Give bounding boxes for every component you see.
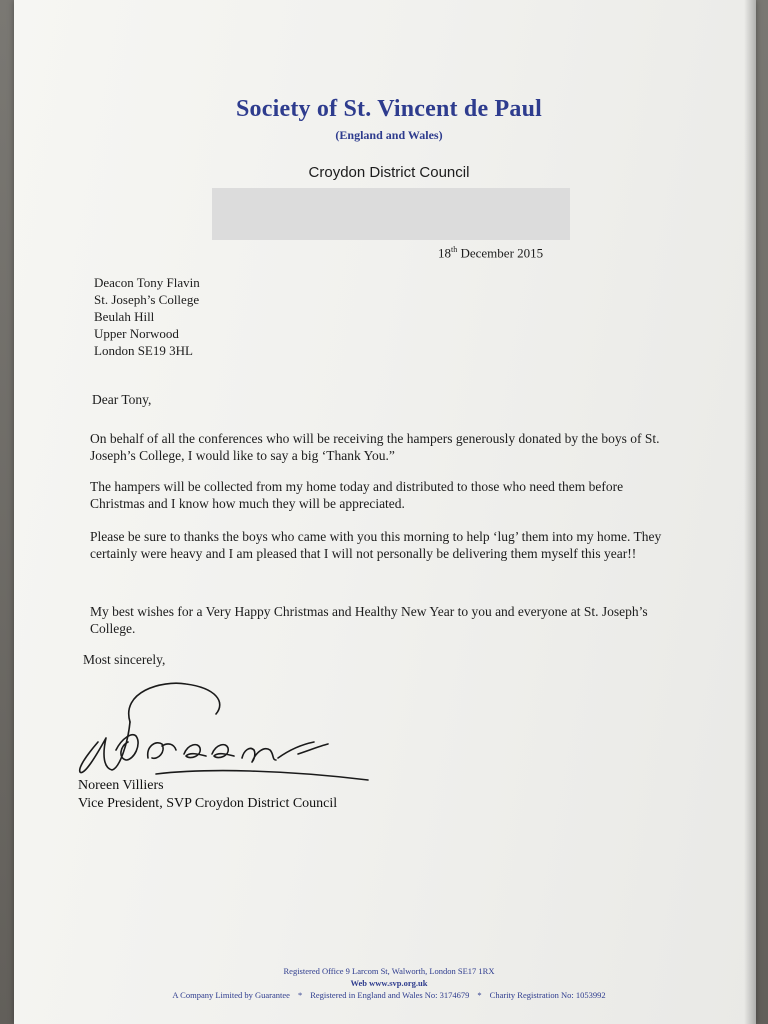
- date-day: 18: [438, 245, 451, 261]
- address-line: London SE19 3HL: [94, 343, 193, 358]
- footer-company: A Company Limited by Guarantee: [172, 990, 290, 1000]
- footer-separator: *: [297, 990, 303, 1000]
- organization-region: (England and Wales): [335, 128, 443, 142]
- footer-separator: *: [477, 990, 482, 1000]
- footer-charity: Charity Registration No: 1053992: [489, 990, 606, 1000]
- handwritten-signature: [66, 672, 376, 790]
- date-suffix: th: [451, 245, 458, 254]
- signer-name: Noreen Villiers: [78, 778, 164, 793]
- footer-registered: Registered in England and Wales No: 3174679: [310, 990, 470, 1000]
- footer-registered-office: Registered Office 9 Larcom St, Walworth, London SE17 1RX: [283, 966, 495, 976]
- footer-registration: [0, 990, 768, 1000]
- redacted-block: [212, 188, 570, 240]
- body-paragraph: On behalf of all the conferences who will be receiving the hampers generously donated by the boys of St. Joseph’s College, I would like to say a big ‘Thank You.”: [90, 431, 660, 463]
- closing: Most sincerely,: [83, 652, 166, 667]
- signer-title: Vice President, SVP Croydon District Council: [78, 796, 338, 811]
- organization-name: Society of St. Vincent de Paul: [236, 96, 542, 122]
- letter-date: [438, 245, 543, 261]
- body-paragraph: Please be sure to thanks the boys who came with you this morning to help ‘lug’ them into my home. They certainly were heavy and I am pleased that I will not personally be delivering them myself this year!!: [90, 529, 662, 561]
- page-edge-shadow: [744, 0, 756, 1024]
- body-paragraph: The hampers will be collected from my home today and distributed to those who need them before Christmas and I know how much they will be appreciated.: [90, 479, 624, 511]
- letter-page: [14, 0, 756, 1024]
- address-line: Upper Norwood: [94, 326, 179, 341]
- salutation: Dear Tony,: [92, 392, 152, 407]
- address-line: Deacon Tony Flavin: [94, 275, 200, 290]
- address-line: St. Joseph’s College: [94, 292, 200, 307]
- address-line: Beulah Hill: [94, 309, 155, 324]
- date-month-year: December 2015: [457, 245, 544, 261]
- council-name: Croydon District Council: [308, 164, 470, 181]
- body-paragraph: My best wishes for a Very Happy Christmas and Healthy New Year to you and everyone at St. Joseph’s College.: [90, 604, 648, 636]
- footer-website: Web www.svp.org.uk: [350, 978, 428, 988]
- recipient-address: [94, 274, 200, 359]
